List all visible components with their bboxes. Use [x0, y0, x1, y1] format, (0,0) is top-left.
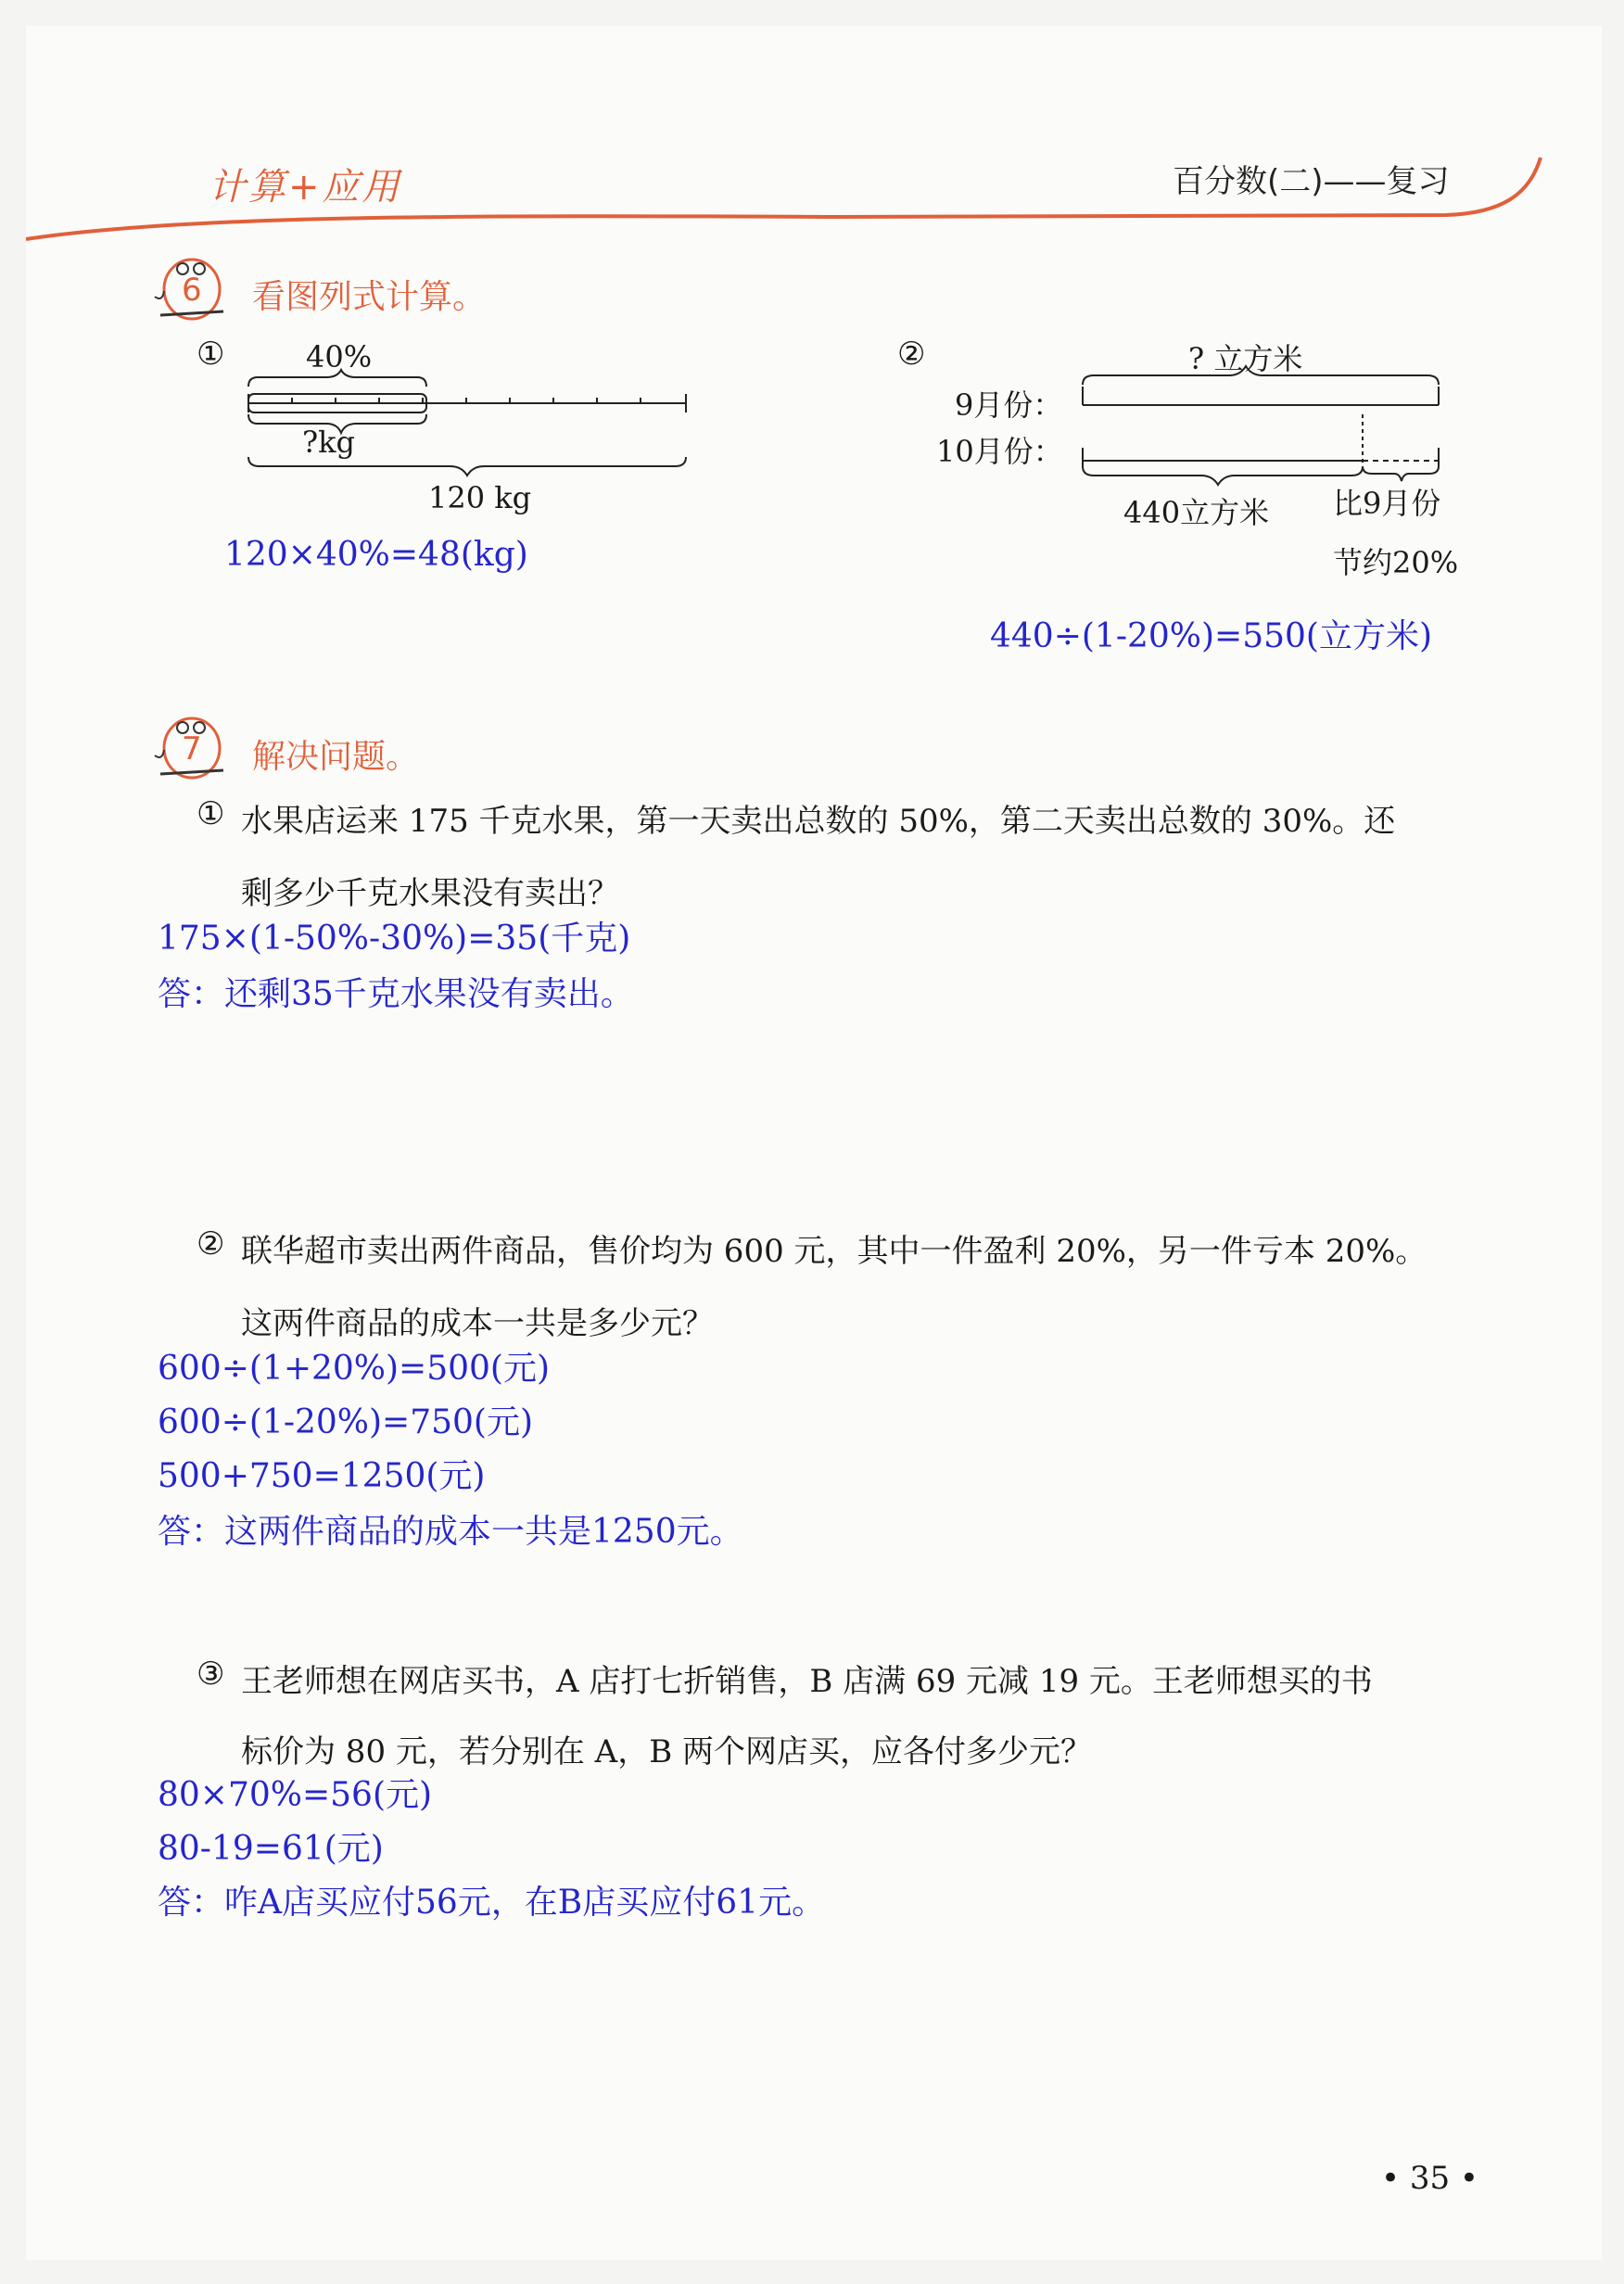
- q7-title: 解决问题。: [252, 738, 420, 776]
- q6-p1-num: ①: [197, 336, 225, 373]
- q7-p2-answer-2: 600÷(1-20%)=750(元): [158, 1403, 534, 1441]
- page-number: • 35 •: [1381, 2160, 1478, 2197]
- segment-diagram-1: [241, 366, 695, 477]
- q7-p3-answer-3: 答：咋A店买应付56元，在B店买应付61元。: [158, 1884, 826, 1922]
- saving-note-1: 比9月份: [1333, 486, 1441, 521]
- q7-p1-line1: 水果店运来 175 千克水果，第一天卖出总数的 50%，第二天卖出总数的 30%。还: [241, 803, 1396, 840]
- q7-p2-num: ②: [197, 1225, 225, 1263]
- chapter-title: 百分数(二)——复习: [1173, 163, 1450, 200]
- total-volume-label: ? 立方米: [1188, 341, 1303, 376]
- q7-p2-line2: 这两件商品的成本一共是多少元？: [241, 1305, 714, 1342]
- q7-p3-answer-2: 80-19=61(元): [158, 1830, 384, 1868]
- oct-label: 10月份：: [936, 434, 1063, 469]
- q6-p2-num: ②: [897, 336, 926, 373]
- saving-note-2: 节约20%: [1333, 545, 1459, 580]
- q7-p1-num: ①: [197, 795, 225, 832]
- q7-p1-answer-2: 答：还剩35千克水果没有卖出。: [158, 975, 634, 1013]
- q7-p2-answer-4: 答：这两件商品的成本一共是1250元。: [158, 1513, 743, 1551]
- q7-p1-answer-1: 175×(1-50%-30%)=35(千克): [158, 920, 631, 958]
- q7-p2-answer-1: 600÷(1+20%)=500(元): [158, 1350, 551, 1388]
- segment-diagram-2: [1075, 357, 1446, 496]
- section-title: 计算+应用: [209, 166, 402, 209]
- unknown-kg-label: ?kg: [302, 425, 356, 460]
- q6-number: 6: [182, 272, 202, 309]
- q7-p3-num: ③: [197, 1656, 225, 1693]
- header-curve: [0, 0, 1624, 260]
- total-kg-label: 120 kg: [428, 480, 532, 515]
- q6-title: 看图列式计算。: [252, 278, 487, 316]
- oct-volume-label: 440立方米: [1123, 495, 1270, 530]
- q7-p2-answer-3: 500+750=1250(元): [158, 1457, 486, 1495]
- q7-p3-line2: 标价为 80 元，若分别在 A，B 两个网店买，应各付多少元？: [241, 1733, 1093, 1770]
- q6-p1-answer: 120×40%=48(kg): [224, 536, 528, 574]
- pct-label: 40%: [306, 339, 373, 374]
- q6-p2-answer: 440÷(1-20%)=550(立方米): [990, 617, 1433, 655]
- q7-p3-line1: 王老师想在网店买书，A 店打七折销售，B 店满 69 元减 19 元。王老师想买的书: [241, 1663, 1373, 1700]
- q7-p3-answer-1: 80×70%=56(元): [158, 1776, 433, 1814]
- q7-p2-line1: 联华超市卖出两件商品，售价均为 600 元，其中一件盈利 20%，另一件亏本 20%。: [241, 1233, 1427, 1270]
- q7-p1-line2: 剩多少千克水果没有卖出？: [241, 875, 619, 912]
- sept-label: 9月份：: [955, 387, 1063, 423]
- q7-number: 7: [182, 730, 202, 768]
